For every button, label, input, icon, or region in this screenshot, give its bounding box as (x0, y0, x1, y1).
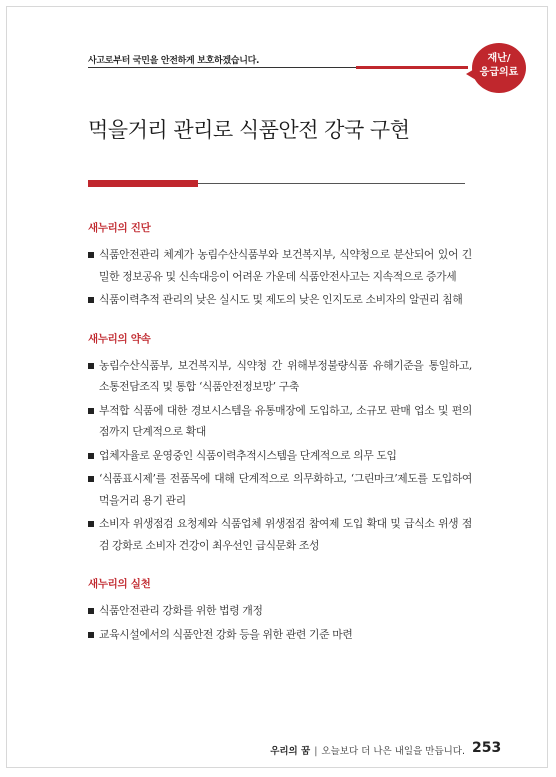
square-bullet-icon (88, 608, 94, 614)
square-bullet-icon (88, 632, 94, 638)
header-rule (88, 67, 356, 68)
list-item-text: 부적합 식품에 대한 경보시스템을 유통매장에 도입하고, 소규모 판매 업소 및 편의점까지 단계적으로 확대 (99, 403, 472, 438)
page-number: 253 (472, 740, 502, 756)
section-heading: 새누리의 진단 (88, 222, 151, 234)
list-item-text: 소비자 위생점검 요청제와 식품업체 위생점검 참여제 도입 확대 및 급식소 위생 점검 강화로 소비자 건강이 최우선인 급식문화 조성 (99, 517, 472, 552)
badge-line-2: 응급의료 (479, 67, 519, 78)
list-item (88, 400, 472, 443)
footer-brand: 우리의 꿈 (270, 746, 311, 757)
list-item (88, 289, 472, 311)
list-item-text: 식품안전관리 강화를 위한 법령 개정 (99, 604, 263, 617)
badge-line-1: 재난/ (487, 53, 511, 64)
header-accent-rule (356, 66, 468, 69)
section-diagnosis (88, 220, 472, 311)
square-bullet-icon (88, 521, 94, 527)
footer-slogan: 오늘보다 더 나은 내일을 만듭니다. (321, 746, 465, 757)
list-item (88, 468, 472, 511)
item-list (88, 355, 472, 557)
section-heading: 새누리의 실천 (88, 578, 151, 590)
header-motto: 사고로부터 국민을 안전하게 보호하겠습니다. (88, 56, 260, 66)
list-item (88, 445, 472, 467)
list-item (88, 624, 472, 646)
list-item-text: 식품이력추적 관리의 낮은 실시도 및 제도의 낮은 인지도로 소비자의 알권리 침해 (99, 293, 463, 306)
item-list (88, 600, 472, 645)
footer-separator: | (314, 746, 318, 757)
list-item (88, 355, 472, 398)
content-body (88, 220, 472, 665)
list-item-text: 농림수산식품부, 보건복지부, 식약청 간 위해부정불량식품 유해기준을 통일하고, 소통전담조직 및 통합 ‘식품안전정보망’ 구축 (99, 358, 472, 393)
square-bullet-icon (88, 297, 94, 303)
list-item-text: 업체자율로 운영중인 식품이력추적시스템을 단계적으로 의무 도입 (99, 448, 397, 462)
list-item-text: ‘식품표시제’를 전품목에 대해 단계적으로 의무화하고, ‘그린마크’제도를 도입하여 먹을거리 용기 관리 (99, 472, 472, 507)
square-bullet-icon (88, 476, 94, 482)
list-item (88, 513, 472, 556)
page-footer (270, 740, 502, 757)
list-item-text: 식품안전관리 체계가 농림수산식품부와 보건복지부, 식약청으로 분산되어 있어 긴밀한 정보공유 및 신속대응이 어려운 가운데 식품안전사고는 지속적으로 증가세 (99, 248, 472, 283)
title-accent-bar (88, 180, 198, 187)
section-heading: 새누리의 약속 (88, 332, 151, 345)
list-item-text: 교육시설에서의 식품안전 강화 등을 위한 관련 기준 마련 (99, 627, 353, 641)
item-list (88, 244, 472, 311)
square-bullet-icon (88, 252, 94, 258)
category-badge (472, 43, 526, 93)
square-bullet-icon (88, 408, 94, 414)
section-promise (88, 331, 472, 557)
badge-text (472, 52, 526, 80)
section-practice (88, 576, 472, 645)
list-item (88, 244, 472, 287)
square-bullet-icon (88, 453, 94, 459)
list-item (88, 600, 472, 622)
square-bullet-icon (88, 363, 94, 369)
page-title: 먹을거리 관리로 식품안전 강국 구현 (88, 118, 410, 142)
